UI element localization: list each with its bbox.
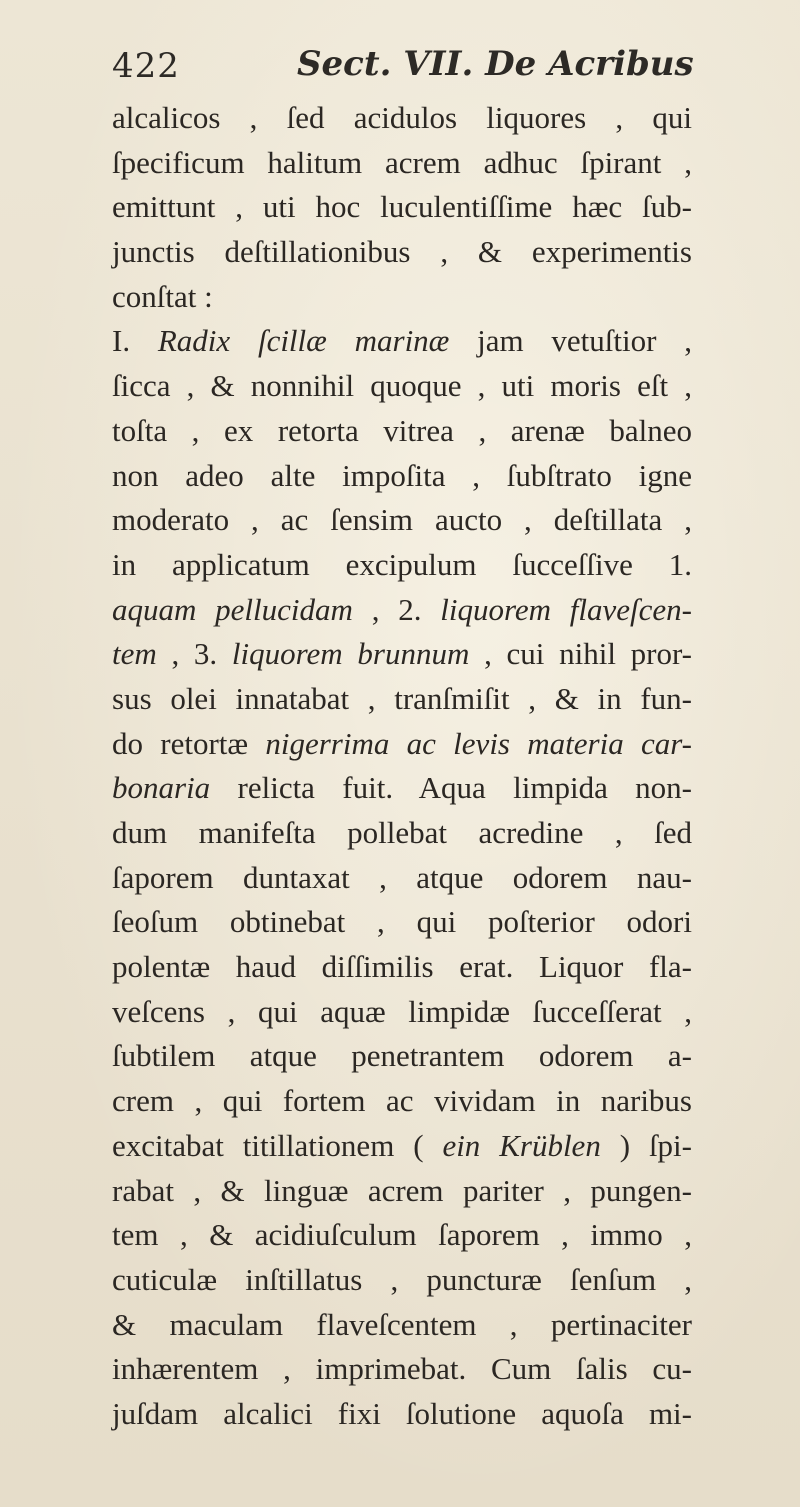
text-segment: juſdam alcalici fixi ſolutione aquoſa mi- xyxy=(112,1395,692,1431)
text-line xyxy=(112,1169,692,1214)
italic-text: nigerrima ac levis materia car- xyxy=(265,725,693,761)
body-text xyxy=(112,96,692,1437)
text-line xyxy=(112,1034,692,1079)
text-segment: toſta , ex retorta vitrea , arenæ balneo xyxy=(112,412,692,448)
text-segment: dum manifeſta pollebat acredine , ſed xyxy=(112,815,692,850)
running-head: Sect. VII. De Acribus xyxy=(297,44,694,84)
text-line xyxy=(112,632,692,677)
text-segment: ſpecificum halitum acrem adhuc ſpirant , xyxy=(112,144,692,180)
text-segment: in applicatum excipulum ſucceſſive 1. xyxy=(112,546,692,582)
italic-text: liquorem brunnum xyxy=(231,636,470,672)
text-line xyxy=(112,588,692,633)
text-line xyxy=(112,811,692,856)
italic-text: Radix ſcillæ marinæ xyxy=(157,323,450,359)
text-line xyxy=(112,319,692,364)
text-line xyxy=(112,275,692,320)
text-line xyxy=(112,543,692,588)
text-line xyxy=(112,722,692,767)
text-line xyxy=(112,856,692,901)
text-segment: ſaporem duntaxat , atque odorem nau- xyxy=(112,859,692,895)
text-segment: ſeoſum obtinebat , qui poſterior odori xyxy=(112,904,692,940)
text-line xyxy=(112,141,692,186)
page-header xyxy=(112,40,692,92)
text-segment: veſcens , qui aquæ limpidæ ſucceſſerat , xyxy=(112,993,692,1029)
text-segment: conſtat : xyxy=(112,278,213,314)
text-segment: junctis deſtillationibus , & experimentis xyxy=(112,234,692,270)
text-line xyxy=(112,498,692,543)
text-segment: jam vetuſtior , xyxy=(449,323,692,359)
text-line xyxy=(112,364,692,409)
italic-text: aquam pellucidam xyxy=(112,591,353,627)
text-segment: , 2. xyxy=(352,591,441,627)
text-line xyxy=(112,766,692,811)
text-segment: non adeo alte impoſita , ſubſtrato igne xyxy=(112,457,692,493)
text-segment: emittunt , uti hoc luculentiſſime hæc ſub- xyxy=(112,189,692,225)
text-segment: I. xyxy=(112,323,158,359)
italic-text: bonaria xyxy=(112,770,211,806)
text-segment: crem , qui fortem ac vividam in naribus xyxy=(112,1083,692,1119)
text-segment: moderato , ac ſensim aucto , deſtillata , xyxy=(112,502,692,538)
italic-text: tem xyxy=(112,636,157,672)
text-line xyxy=(112,1347,692,1392)
text-segment: rabat , & linguæ acrem pariter , pungen- xyxy=(112,1172,692,1208)
text-line xyxy=(112,990,692,1035)
text-segment: & maculam flaveſcentem , pertinaciter xyxy=(112,1306,692,1342)
text-line xyxy=(112,677,692,722)
text-segment: tem , & acidiuſculum ſaporem , immo , xyxy=(112,1217,692,1253)
text-line xyxy=(112,409,692,454)
page-number: 422 xyxy=(112,46,180,86)
text-segment: alcalicos , ſed acidulos liquores , qui xyxy=(112,100,692,135)
text-segment: relicta fuit. Aqua limpida non- xyxy=(210,770,692,806)
text-segment: sus olei innatabat , tranſmiſit , & in fun- xyxy=(112,680,692,716)
text-segment: do retortæ xyxy=(112,725,266,761)
text-line xyxy=(112,454,692,499)
text-line xyxy=(112,96,692,141)
text-line xyxy=(112,1258,692,1303)
italic-text: liquorem flaveſcen- xyxy=(440,591,693,627)
text-line xyxy=(112,1392,692,1437)
text-segment: inhærentem , imprimebat. Cum ſalis cu- xyxy=(112,1351,692,1387)
italic-text: ein Krüblen xyxy=(442,1127,601,1163)
text-segment: , 3. xyxy=(156,636,232,672)
text-segment: , cui nihil pror- xyxy=(469,636,693,672)
text-segment: ſubtilem atque penetrantem odorem a- xyxy=(112,1038,692,1074)
text-line xyxy=(112,1124,692,1169)
text-line xyxy=(112,1303,692,1348)
text-segment: excitabat titillationem ( xyxy=(112,1127,443,1163)
text-line xyxy=(112,1213,692,1258)
text-line xyxy=(112,900,692,945)
text-line xyxy=(112,185,692,230)
text-segment: ſicca , & nonnihil quoque , uti moris eſt , xyxy=(112,368,692,404)
text-segment: polentæ haud diſſimilis erat. Liquor fla- xyxy=(112,949,692,985)
text-line xyxy=(112,230,692,275)
text-segment: ) ſpi- xyxy=(600,1127,692,1163)
text-line xyxy=(112,945,692,990)
text-line xyxy=(112,1079,692,1124)
text-segment: cuticulæ inſtillatus , puncturæ ſenſum , xyxy=(112,1261,692,1297)
